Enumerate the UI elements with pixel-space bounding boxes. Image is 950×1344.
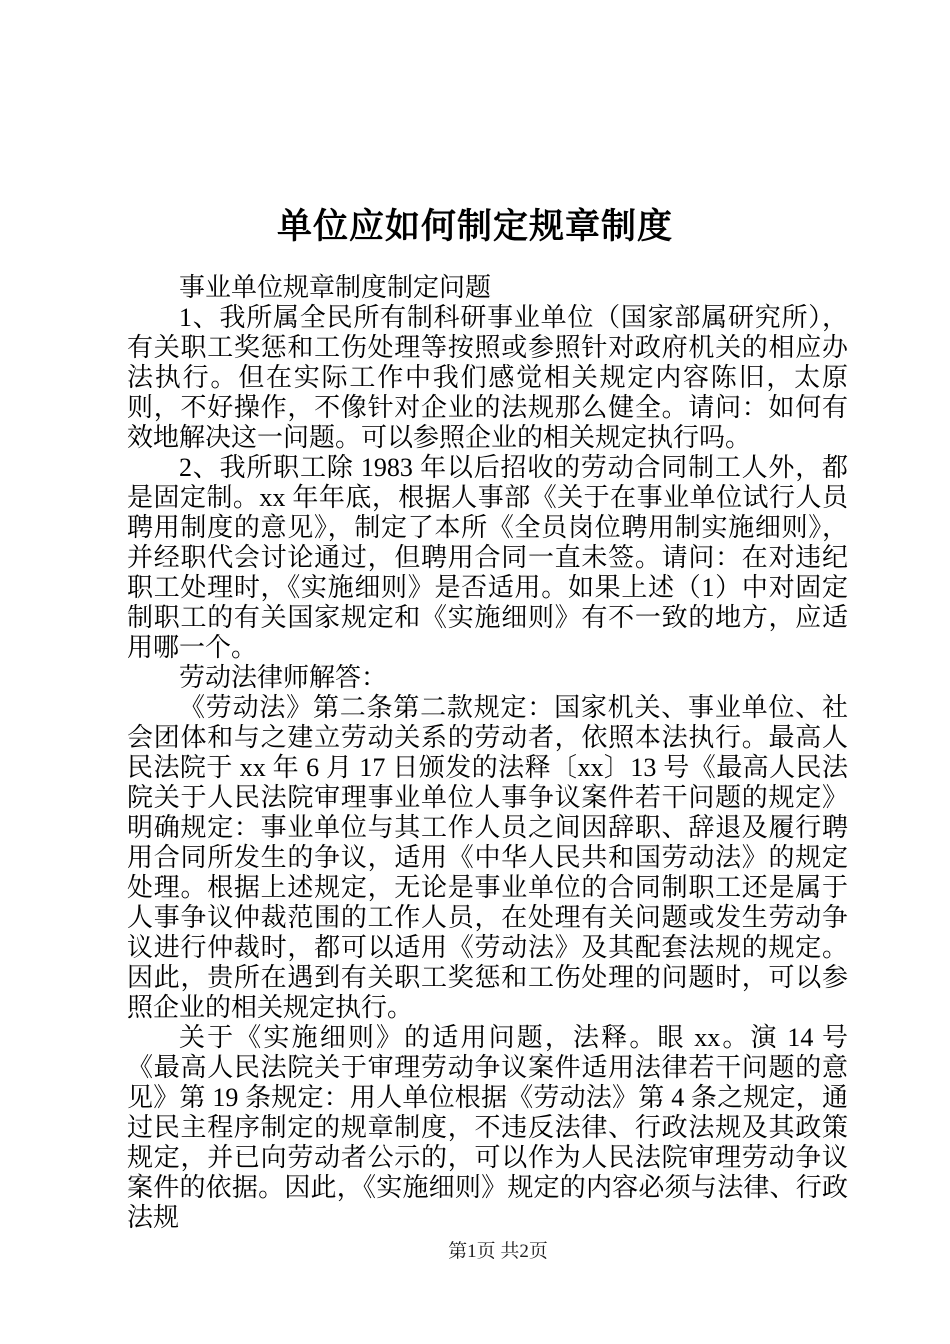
- paragraph-answer-1: 《劳动法》第二条第二款规定：国家机关、事业单位、社会团体和与之建立劳动关系的劳动者，依照本法执行。最高人民法院于 xx 年 6 月 17 日颁发的法释〔xx〕13 号《最高人民法院关于人民法院审理事业单位人事争议案件若干问题的规定》明确规定：事业单位与其工作人员之间因辞职、辞退及履行聘用合同所发生的争议，适用《中华人民共和国劳动法》的规定处理。根据上述规定，无论是事业单位的合同制职工还是属于人事争议仲裁范围的工作人员，在处理有关问题或发生劳动争议进行仲裁时，都可以适用《劳动法》及其配套法规的规定。因此，贵所在遇到有关职工奖惩和工伤处理的问题时，可以参照企业的相关规定执行。: [127, 692, 848, 1022]
- paragraph-answer-2: 关于《实施细则》的适用问题，法释。眼 xx。演 14 号《最高人民法院关于审理劳动争议案件适用法律若干问题的意见》第 19 条规定：用人单位根据《劳动法》第 4 条之规定，通过民主程序制定的规章制度，不违反法律、行政法规及其政策规定，并已向劳动者公示的，可以作为人民法院审理劳动争议案件的依据。因此，《实施细则》规定的内容必须与法律、行政法规: [127, 1022, 848, 1232]
- document-title: 单位应如何制定规章制度: [276, 207, 673, 247]
- paragraph-question-2: 2、我所职工除 1983 年以后招收的劳动合同制工人外，都是固定制。xx 年年底，根据人事部《关于在事业单位试行人员聘用制度的意见》，制定了本所《全员岗位聘用制实施细则》，并经职代会讨论通过，但聘用合同一直未签。请问：在对违纪职工处理时，《实施细则》是否适用。如果上述（1）中对固定制职工的有关国家规定和《实施细则》有不一致的地方，应适用哪一个。: [127, 452, 848, 662]
- page-number-footer: 第1页 共2页: [448, 1241, 548, 1262]
- paragraph-answer-heading: 劳动法律师解答：: [179, 662, 388, 692]
- paragraph-intro: 事业单位规章制度制定问题: [179, 272, 492, 302]
- paragraph-question-1: 1、我所属全民所有制科研事业单位（国家部属研究所），有关职工奖惩和工伤处理等按照或参照针对政府机关的相应办法执行。但在实际工作中我们感觉相关规定内容陈旧，太原则，不好操作，不像针对企业的法规那么健全。请问：如何有效地解决这一问题。可以参照企业的相关规定执行吗。: [127, 302, 848, 452]
- document-body: [127, 273, 848, 1233]
